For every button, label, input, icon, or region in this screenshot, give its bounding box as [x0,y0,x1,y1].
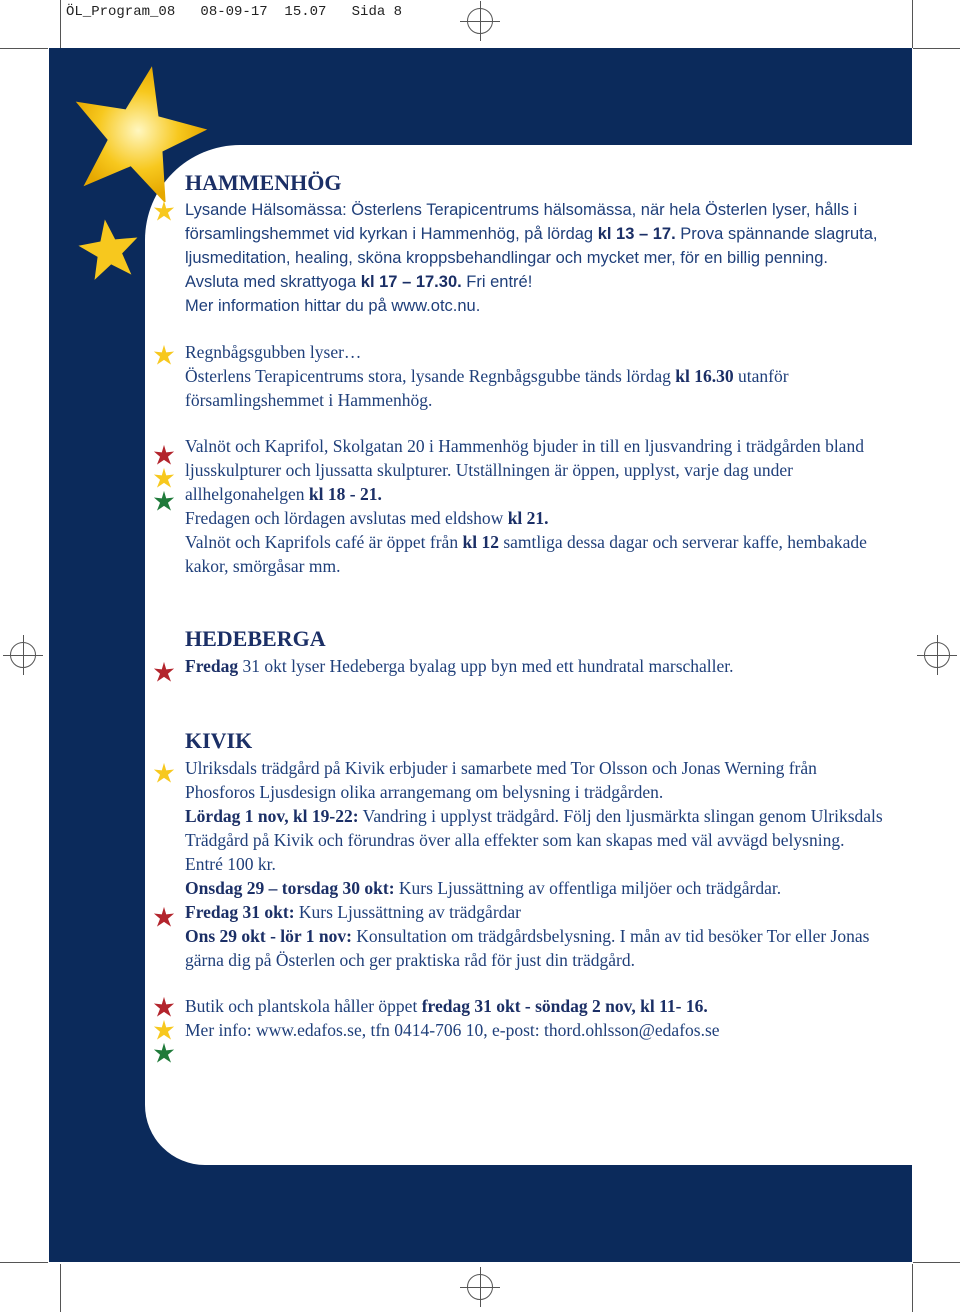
date: Ons 29 okt - lör 1 nov: [185,926,352,946]
star-yellow-icon [153,344,175,366]
text: Österlens Terapicentrums stora, lysande Regnbågsgubbe tänds lördag [185,366,676,386]
text: Konsultation om trädgårdsbelysning. I mån av tid besöker Tor eller Jonas gärna dig på Österlen och ger praktiska råd för just din trädgård. [185,926,870,970]
star-yellow-icon [153,467,175,489]
text: Fri entré! [461,273,533,291]
crop-mark [912,0,913,48]
text: Lysande Hälsomässa: Österlens Terapicentrums hälsomässa, när hela Österlen lyser, hålls i församlingshemmet vid kyrkan i Hammenhög, på lördag [185,201,858,243]
crop-mark [60,0,61,48]
section-title-hedeberga: HEDEBERGA [185,626,326,651]
text: Ulriksdals trädgård på Kivik erbjuder i samarbete med Tor Olsson och Jonas Werning från Phosforos Ljusdesign olika arrangemang om belysning i trädgården. [185,758,817,802]
text: Valnöt och Kaprifol, Skolgatan 20 i Hammenhög bjuder in till en ljusvandring i trädgården bland ljusskulpturer och ljussatta skulpturer. Utställningen är öppen, upplyst, varje dag under allhelgonahelgen [185,436,864,504]
small-star-icon [78,218,140,280]
contact-info: Mer info: www.edafos.se, tfn 0414-706 10, e-post: thord.ohlsson@edafos.se [185,1020,720,1040]
text: Butik och plantskola håller öppet [185,996,422,1016]
section-title-hammenhog: HAMMENHÖG [185,170,342,195]
star-green-icon [153,1042,175,1064]
crop-mark [60,1264,61,1312]
star-red-icon [153,661,175,683]
text: utanför församlingshemmet i Hammenhög. [185,366,789,410]
text: Kurs Ljussättning av offentliga miljöer och trädgårdar. [394,878,782,898]
time: kl 18 - 21. [308,484,382,504]
star-red-icon [153,444,175,466]
time: kl 12 [462,532,499,552]
content [185,170,885,1042]
star-red-icon [153,996,175,1018]
hedeberga-paragraph [185,654,885,678]
crop-mark [913,1262,960,1263]
registration-mark [467,8,493,34]
info-link-text: Mer information hittar du på www.otc.nu. [185,297,481,315]
date: Onsdag 29 – torsdag 30 okt: [185,878,395,898]
text: Prova spännande slagruta, ljusmeditation, healing, sköna kroppsbehandlingar och mycket mer, för en billig penning. Avsluta med skrattyoga [185,225,878,291]
date: Lördag 1 nov, kl 19-22: [185,806,359,826]
regnbagsgubben-paragraph [185,340,885,412]
text: Kurs Ljussättning av trädgårdar [294,902,521,922]
text: Fredagen och lördagen avslutas med eldshow [185,508,508,528]
kivik-paragraph [185,756,885,972]
text: 31 okt lyser Hedeberga byalag upp byn med ett hundratal marschaller. [238,656,734,676]
star-yellow-icon [153,1019,175,1041]
registration-mark [924,642,950,668]
butik-paragraph [185,994,885,1042]
star-red-icon [153,906,175,928]
star-green-icon [153,490,175,512]
text: Vandring i upplyst trädgård. Följ den ljusmärkta slingan genom Ulriksdals Trädgård på Kivik och förundras över alla effekter som kan skapas med väl avvägd belysning. Entré 100 kr. [185,806,883,874]
time: kl 16.30 [675,366,734,386]
crop-mark [0,1262,48,1263]
time: kl 21. [507,508,549,528]
time: kl 13 – 17. [597,225,676,243]
crop-mark [0,48,48,49]
hammenhog-paragraph [185,198,885,318]
day: Fredag [185,656,239,676]
printer-slug: ÖL_Program_08 08-09-17 15.07 Sida 8 [66,4,403,20]
date: fredag 31 okt - söndag 2 nov, kl 11- 16. [421,996,708,1016]
valnot-paragraph [185,434,885,578]
time: kl 17 – 17.30. [360,273,462,291]
crop-mark [913,48,960,49]
registration-mark [467,1274,493,1300]
subheading: Regnbågsgubben lyser… [185,342,362,362]
crop-mark [912,1264,913,1312]
text: samtliga dessa dagar och serverar kaffe, hembakade kakor, smörgåsar mm. [185,532,867,576]
star-yellow-icon [153,200,175,222]
section-title-kivik: KIVIK [185,728,253,753]
star-yellow-icon [153,762,175,784]
text: Valnöt och Kaprifols café är öppet från [185,532,463,552]
registration-mark [10,642,36,668]
date: Fredag 31 okt: [185,902,295,922]
